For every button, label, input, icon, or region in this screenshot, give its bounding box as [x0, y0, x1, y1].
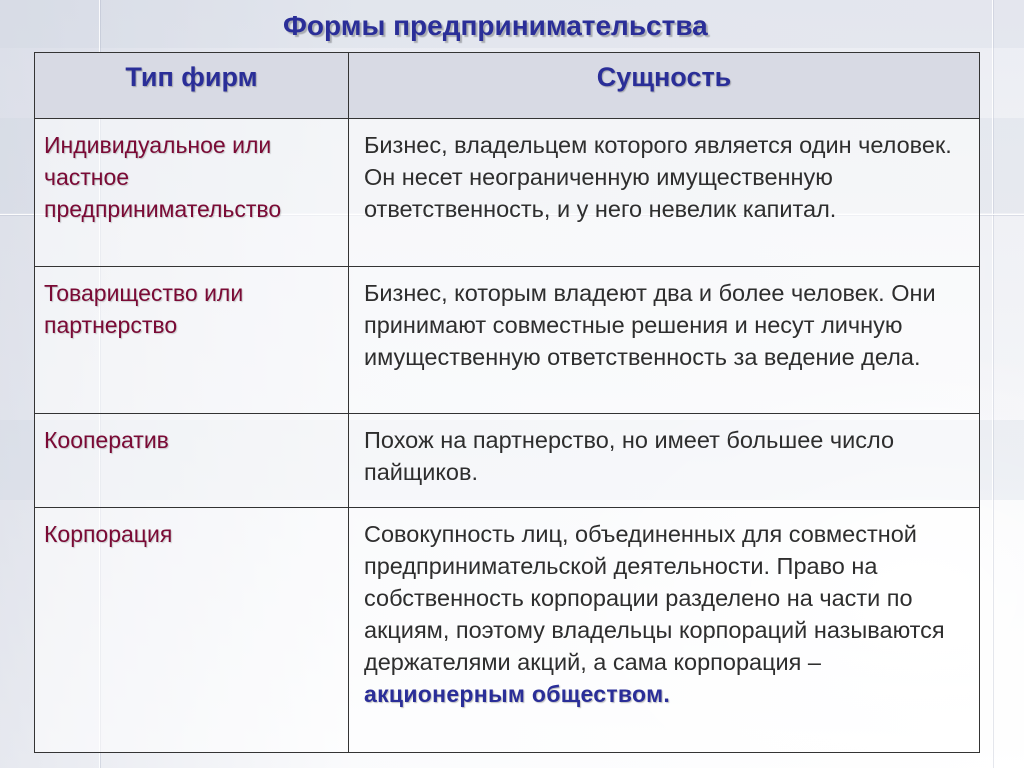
- row-type-individual: Индивидуальное или частное предпринимательство: [35, 119, 349, 267]
- background-line: [993, 0, 994, 768]
- business-forms-table: [34, 52, 980, 753]
- row-essence-corporation: [349, 508, 980, 753]
- table-row: [35, 508, 980, 753]
- row-type-partnership: Товарищество или партнерство: [35, 267, 349, 414]
- row-essence-partnership: Бизнес, которым владеют два и более человек. Они принимают совместные решения и несут личную имущественную ответственность за ведение дела.: [349, 267, 980, 414]
- row-type-corporation: Корпорация: [35, 508, 349, 753]
- column-header-type: Тип фирм: [35, 53, 349, 119]
- joint-stock-company-highlight: акционерным обществом.: [364, 681, 671, 707]
- table-row: [35, 414, 980, 508]
- table-row: [35, 267, 980, 414]
- page-title: Формы предпринимательства: [283, 10, 708, 41]
- column-header-essence: Сущность: [349, 53, 980, 119]
- row-type-cooperative: Кооператив: [35, 414, 349, 508]
- corporation-description: Совокупность лиц, объединенных для совместной предпринимательской деятельности. Право на собственность корпорации разделено на части по акциям, поэтому владельцы корпораций называются держателями акций, а сама корпорация –: [364, 521, 945, 675]
- table-header-row: [35, 53, 980, 119]
- table-row: [35, 119, 980, 267]
- row-essence-individual: Бизнес, владельцем которого является один человек. Он несет неограниченную имущественную ответственность, и у него невелик капитал.: [349, 119, 980, 267]
- row-essence-cooperative: Похож на партнерство, но имеет большее число пайщиков.: [349, 414, 980, 508]
